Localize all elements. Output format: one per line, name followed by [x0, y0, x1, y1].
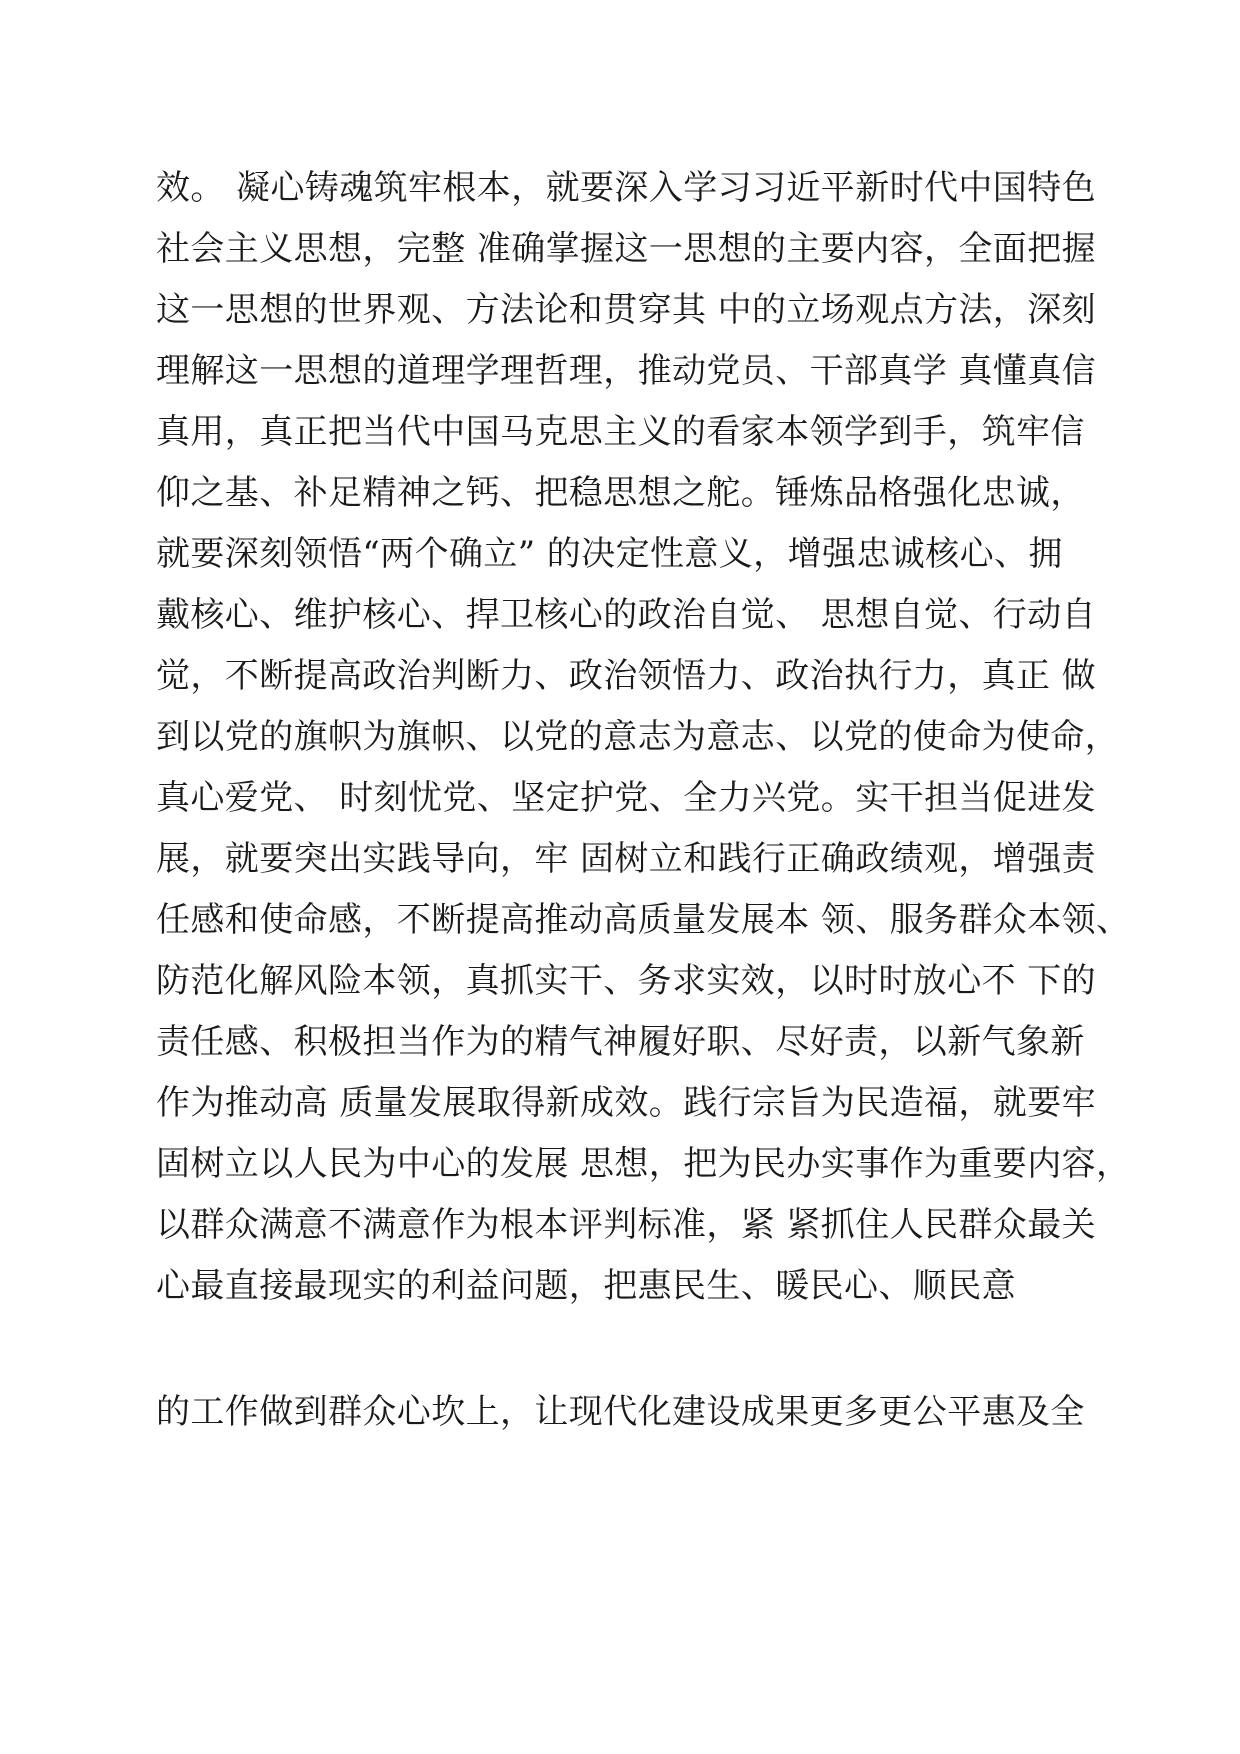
paragraph-line: 以群众满意不满意作为根本评判标准，紧 紧抓住人民群众最关 [156, 1205, 1097, 1245]
paragraph-line: 觉，不断提高政治判断力、政治领悟力、政治执行力，真正 做 [156, 656, 1097, 696]
paragraph-line: 固树立以人民为中心的发展 思想，把为民办实事作为重要内容， [156, 1144, 1131, 1184]
paragraph-line: 真心爱党、 时刻忧党、坚定护党、全力兴党。实干担当促进发 [156, 778, 1097, 818]
paragraph-line: 任感和使命感，不断提高推动高质量发展本 领、服务群众本领、 [156, 900, 1131, 940]
paragraph-line: 效。 凝心铸魂筑牢根本，就要深入学习习近平新时代中国特色 [156, 168, 1097, 208]
paragraph-line: 责任感、积极担当作为的精气神履好职、尽好责，以新气象新 [156, 1022, 1085, 1062]
paragraph-line: 作为推动高 质量发展取得新成效。践行宗旨为民造福，就要牢 [156, 1083, 1097, 1123]
paragraph-line: 理解这一思想的道理学理哲理，推动党员、干部真学 真懂真信 [156, 351, 1097, 391]
paragraph-line: 就要深刻领悟“两个确立” 的决定性意义，增强忠诚核心、拥 [156, 534, 1063, 574]
paragraph-line: 戴核心、维护核心、捍卫核心的政治自觉、 思想自觉、行动自 [156, 595, 1097, 635]
paragraph-line: 社会主义思想，完整 准确掌握这一思想的主要内容，全面把握 [156, 229, 1097, 269]
paragraph-line: 心最直接最现实的利益问题，把惠民生、暖民心、顺民意 [156, 1266, 1016, 1306]
paragraph-line: 防范化解风险本领，真抓实干、务求实效，以时时放心不 下的 [156, 961, 1097, 1001]
paragraph-line: 这一思想的世界观、方法论和贯穿其 中的立场观点方法，深刻 [156, 290, 1097, 330]
paragraph-line: 仰之基、补足精神之钙、把稳思想之舵。锤炼品格强化忠诚， [156, 473, 1085, 513]
paragraph-line: 展，就要突出实践导向，牢 固树立和践行正确政绩观，增强责 [156, 839, 1097, 879]
paragraph-line: 的工作做到群众心坎上，让现代化建设成果更多更公平惠及全 [156, 1392, 1085, 1432]
paragraph-line: 真用，真正把当代中国马克思主义的看家本领学到手，筑牢信 [156, 412, 1085, 452]
paragraph-line: 到以党的旗帜为旗帜、以党的意志为意志、以党的使命为使命， [156, 717, 1120, 757]
